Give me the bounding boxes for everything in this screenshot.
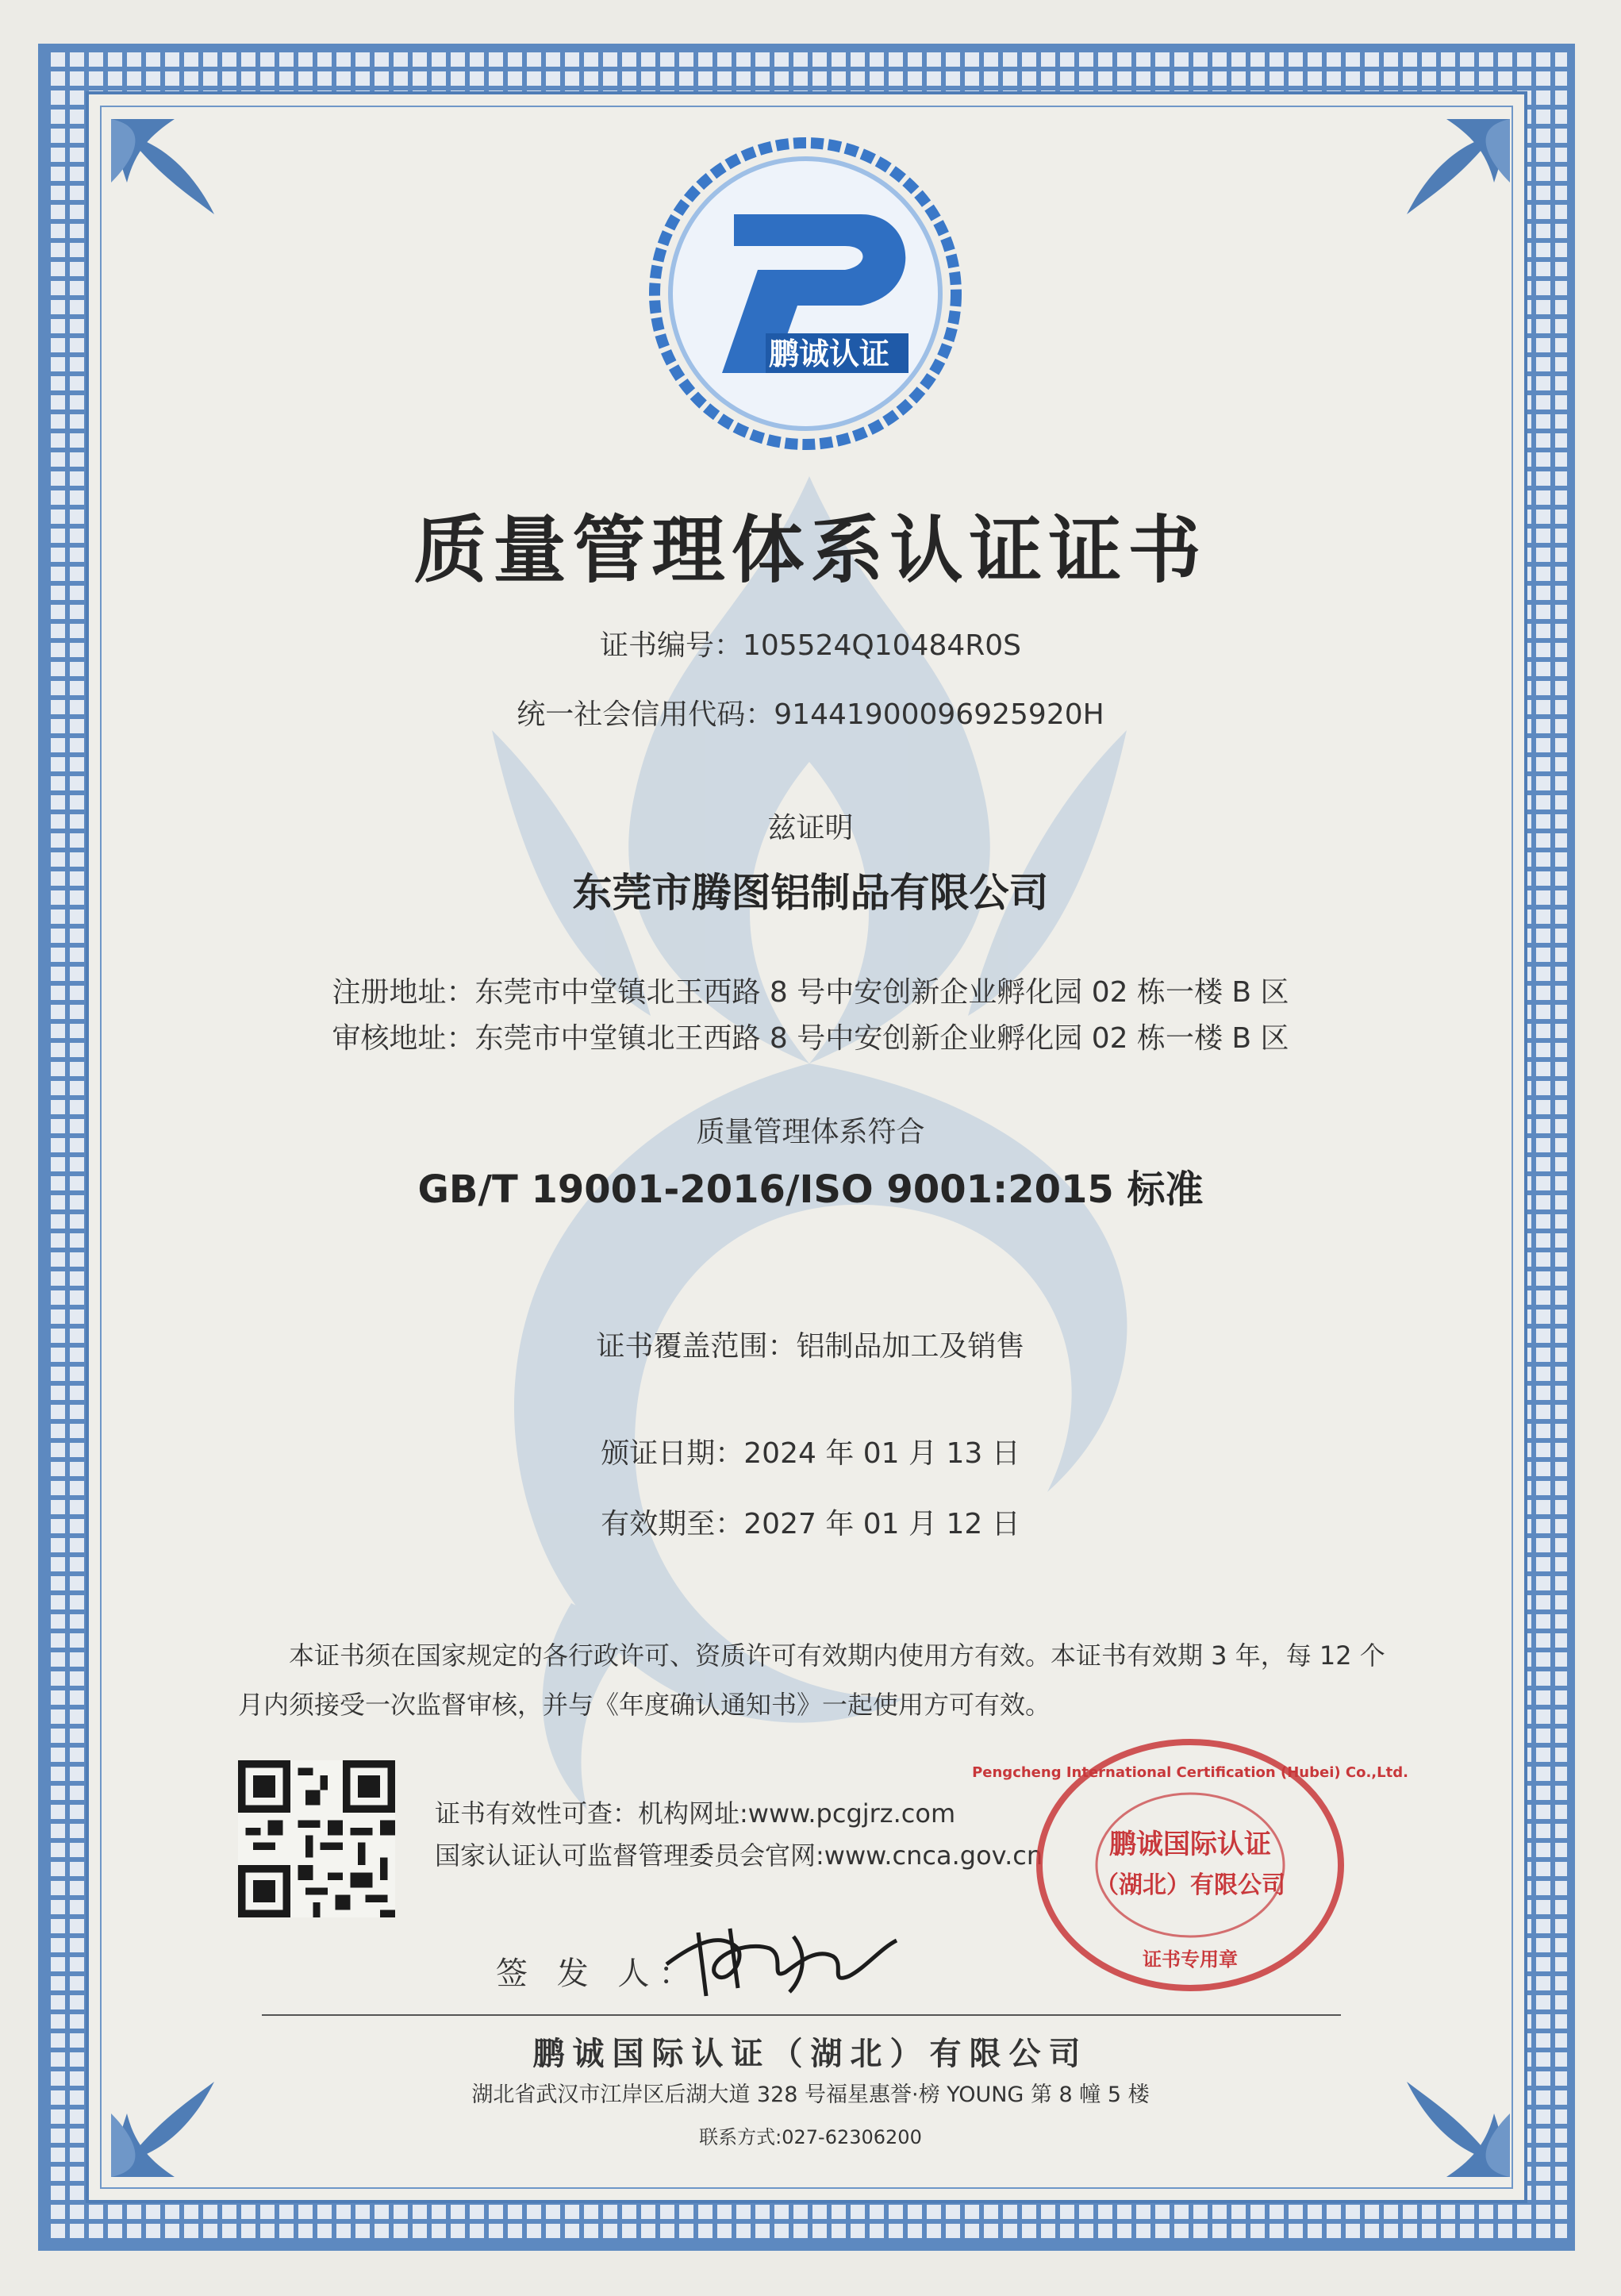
logo-text: 鹏诚认证 (768, 337, 889, 371)
signer-label: 签 发 人： (496, 1956, 701, 1992)
audit-address: 审核地址：东莞市中堂镇北王西路 8 号中安创新企业孵化园 02 栋一楼 B 区 (332, 1022, 1289, 1055)
certificate-number: 证书编号：105524Q10484R0S (599, 629, 1022, 662)
issuer-name: 鹏诚国际认证（湖北）有限公司 (532, 2036, 1089, 2072)
footer-divider (262, 2014, 1341, 2016)
company-name: 东莞市腾图铝制品有限公司 (572, 870, 1049, 916)
official-seal-icon (972, 1734, 1408, 1996)
certificate-scope: 证书覆盖范围：铝制品加工及销售 (596, 1330, 1025, 1363)
issue-date: 颁证日期：2024 年 01 月 13 日 (601, 1437, 1020, 1470)
seal-center-line1: 鹏诚国际认证 (1109, 1829, 1271, 1860)
verify-cnca: 国家认证认可监督管理委员会官网:www.cnca.gov.cn (435, 1840, 1043, 1871)
corner-ornament-icon (1367, 111, 1518, 262)
pengcheng-logo-icon (647, 135, 964, 452)
certificate-title: 质量管理体系认证证书 (413, 508, 1208, 593)
credit-code: 统一社会信用代码：91441900096925920H (517, 698, 1104, 731)
verify-website: 证书有效性可查：机构网址:www.pcgjrz.com (435, 1798, 956, 1829)
issuer-phone: 联系方式:027-62306200 (699, 2126, 922, 2148)
seal-center-line2: （湖北）有限公司 (1095, 1871, 1285, 1899)
expiry-date: 有效期至：2027 年 01 月 12 日 (601, 1508, 1020, 1540)
hereby-certify: 兹证明 (767, 812, 854, 844)
conforms-text: 质量管理体系符合 (696, 1116, 925, 1148)
signature-icon (651, 1917, 905, 2004)
seal-bottom-text: 证书专用章 (1143, 1948, 1238, 1971)
validity-notice: 本证书须在国家规定的各行政许可、资质许可有效期内使用方有效。本证书有效期 3 年，每 12 个月内须接受一次监督审核，并与《年度确认通知书》一起使用方可有效。 (238, 1640, 1385, 1720)
standard-text: GB/T 19001-2016/ISO 9001:2015 标准 (417, 1167, 1204, 1212)
registered-address: 注册地址：东莞市中堂镇北王西路 8 号中安创新企业孵化园 02 栋一楼 B 区 (332, 976, 1289, 1009)
issuer-address: 湖北省武汉市江岸区后湖大道 328 号福星惠誉·榜 YOUNG 第 8 幢 5 楼 (471, 2083, 1150, 2107)
qr-code-icon[interactable] (238, 1760, 395, 1917)
corner-ornament-icon (103, 111, 254, 262)
seal-outer-text: Pengcheng International Certification (Hubei) Co.,Ltd. (972, 1764, 1408, 1781)
